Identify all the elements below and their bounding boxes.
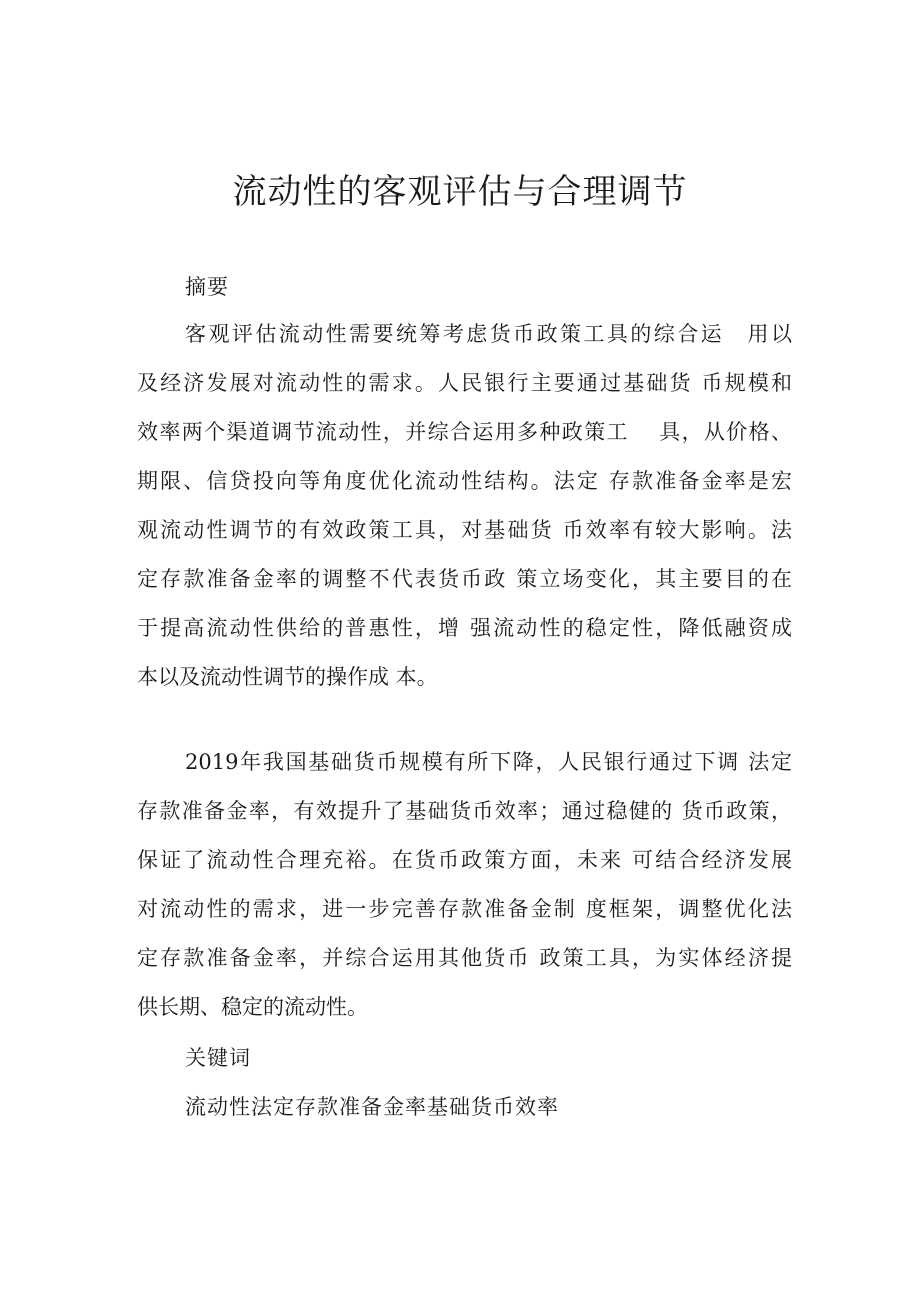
paragraph-line: 本以及流动性调节的操作成 本。 [137,665,438,689]
paragraph-line: 保证了流动性合理充裕。在货币政策方面，未来 可结合经济发展 [137,848,792,872]
paragraph-line: 定存款准备金率，并综合运用其他货币 政策工具，为实体经济提 [137,946,792,970]
paragraph-line: 定存款准备金率的调整不代表货币政 策立场变化，其主要目的在 [137,567,792,591]
paragraph-line: 存款准备金率，有效提升了基础货币效率；通过稳健的 货币政策， [137,799,792,823]
abstract-paragraph-1 [137,310,792,702]
paragraph-line: 客观评估流动性需要统筹考虑货币政策工具的综合运 用以 [185,322,792,346]
paragraph-line: 于提高流动性供给的普惠性，增 强流动性的稳定性，降低融资成 [137,616,792,640]
keywords-label: 关键词 [185,1046,251,1070]
paragraph-line: 效率两个渠道调节流动性，并综合运用多种政策工 具，从价格、 [137,420,792,444]
paragraph-line: 供长期、稳定的流动性。 [137,995,368,1019]
keywords-text: 流动性法定存款准备金率基础货币效率 [185,1095,559,1119]
paragraph-line: 及经济发展对流动性的需求。人民银行主要通过基础货 币规模和 [137,371,792,395]
abstract-paragraph-2 [137,738,792,1032]
abstract-label: 摘要 [185,275,229,299]
paragraph-line: 观流动性调节的有效政策工具，对基础货 币效率有较大影响。法 [137,518,792,542]
document-title: 流动性的客观评估与合理调节 [232,172,688,212]
paragraph-line: 2019年我国基础货币规模有所下降，人民银行通过下调 法定 [185,750,792,774]
paragraph-line: 期限、信贷投向等角度优化流动性结构。法定 存款准备金率是宏 [137,469,792,493]
paragraph-line: 对流动性的需求，进一步完善存款准备金制 度框架，调整优化法 [137,897,792,921]
